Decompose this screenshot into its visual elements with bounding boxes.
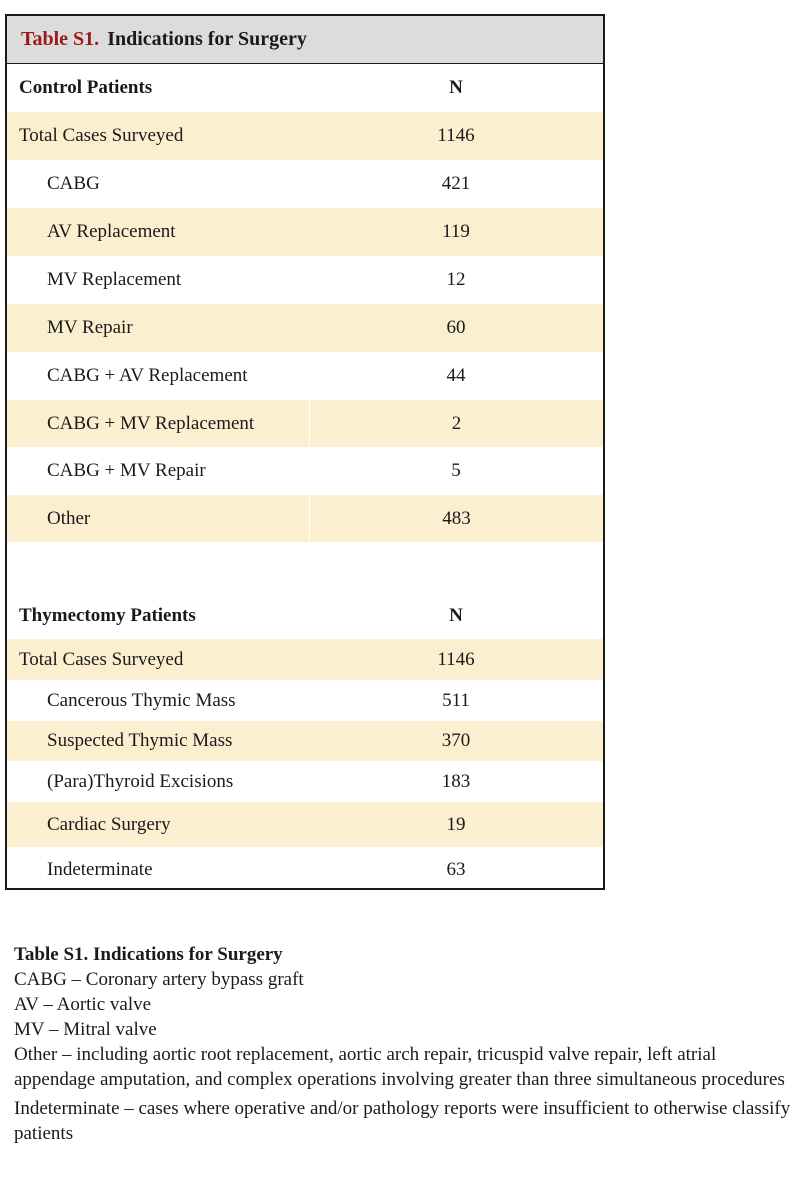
table-title: Indications for Surgery bbox=[107, 28, 307, 50]
row-n: 119 bbox=[442, 221, 470, 242]
row-name: Total Cases Surveyed bbox=[19, 648, 184, 670]
row-n: 1146 bbox=[437, 125, 475, 146]
table-row bbox=[7, 208, 603, 256]
row-name: (Para)Thyroid Excisions bbox=[47, 770, 234, 792]
table-row bbox=[7, 352, 603, 400]
row-n: 370 bbox=[441, 730, 471, 751]
table-title-bar bbox=[7, 16, 603, 64]
row-name: AV Replacement bbox=[47, 221, 176, 242]
table-row bbox=[7, 680, 603, 721]
control-header-row bbox=[7, 64, 603, 112]
thymectomy-header: Thymectomy Patients bbox=[19, 604, 196, 626]
row-n: 12 bbox=[446, 269, 466, 290]
row-name: Other bbox=[47, 507, 91, 529]
table-row bbox=[7, 160, 603, 208]
note-abbrev-mv: MV – Mitral valve bbox=[14, 1019, 157, 1040]
row-name: CABG + AV Replacement bbox=[47, 365, 248, 386]
row-n: 5 bbox=[451, 460, 461, 481]
table-row bbox=[7, 639, 603, 680]
thymectomy-header-row bbox=[7, 592, 603, 639]
table-row bbox=[7, 721, 603, 761]
notes-title: Table S1. Indications for Surgery bbox=[14, 944, 283, 965]
row-name: Cardiac Surgery bbox=[47, 813, 171, 835]
table-row bbox=[7, 304, 603, 352]
row-name: Indeterminate bbox=[47, 859, 153, 880]
row-n: 2 bbox=[309, 400, 603, 447]
row-name: CABG bbox=[47, 173, 100, 194]
table-row bbox=[7, 256, 603, 304]
note-other: Other – including aortic root replacement, aortic arch repair, tricuspid valve repair, left atrial appendage amputation, and complex operations involving greater than three simultaneous procedures bbox=[14, 1044, 785, 1090]
table-row bbox=[7, 761, 603, 802]
row-name: Suspected Thymic Mass bbox=[47, 730, 233, 751]
table-row bbox=[7, 847, 603, 890]
row-name: MV Replacement bbox=[47, 269, 182, 290]
row-name: MV Repair bbox=[47, 317, 133, 338]
table-row bbox=[7, 400, 603, 447]
table-notes bbox=[14, 942, 794, 1146]
control-n-header: N bbox=[449, 77, 463, 98]
row-n: 483 bbox=[309, 495, 603, 542]
row-n: 19 bbox=[446, 813, 466, 835]
thymectomy-n-header: N bbox=[449, 604, 463, 626]
row-name: Total Cases Surveyed bbox=[19, 125, 184, 146]
table-row bbox=[7, 495, 603, 542]
note-indeterminate: Indeterminate – cases where operative and/or pathology reports were insufficient to otherwise classify patients bbox=[14, 1098, 791, 1144]
row-name: CABG + MV Repair bbox=[47, 460, 206, 481]
row-n: 44 bbox=[446, 365, 466, 386]
row-n: 60 bbox=[446, 317, 466, 338]
row-n: 1146 bbox=[437, 648, 475, 670]
table-row bbox=[7, 447, 603, 495]
row-name: Cancerous Thymic Mass bbox=[47, 689, 236, 711]
indications-table bbox=[5, 14, 605, 890]
section-spacer bbox=[7, 542, 603, 592]
row-n: 63 bbox=[446, 859, 466, 880]
row-n: 421 bbox=[441, 173, 471, 194]
row-n: 511 bbox=[442, 689, 470, 711]
control-header: Control Patients bbox=[19, 77, 153, 98]
table-row bbox=[7, 802, 603, 847]
note-abbrev-av: AV – Aortic valve bbox=[14, 994, 152, 1015]
table-label: Table S1. bbox=[21, 28, 100, 50]
row-name: CABG + MV Replacement bbox=[47, 412, 255, 434]
note-abbrev-cabg: CABG – Coronary artery bypass graft bbox=[14, 969, 304, 990]
row-n: 183 bbox=[441, 770, 471, 792]
table-row bbox=[7, 112, 603, 160]
